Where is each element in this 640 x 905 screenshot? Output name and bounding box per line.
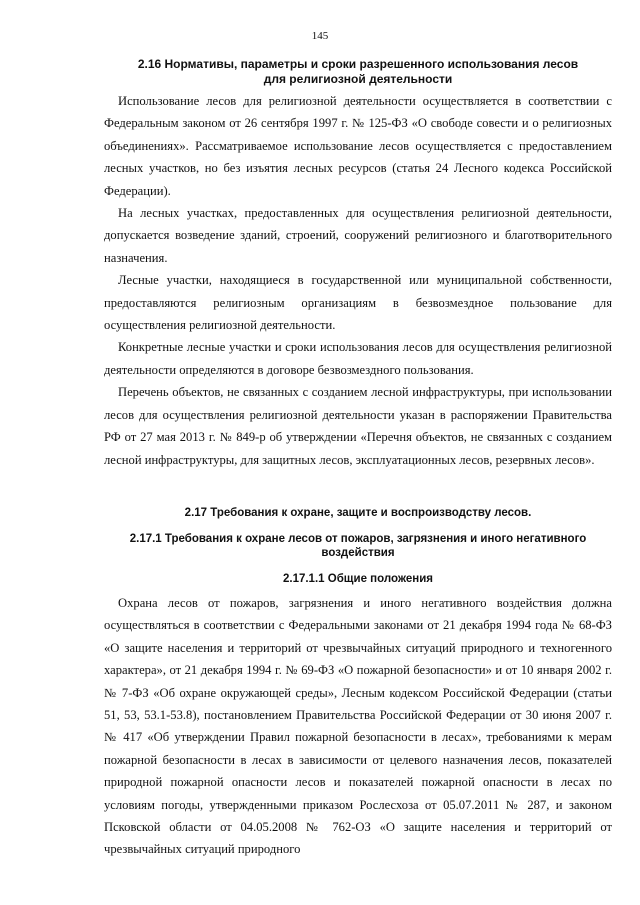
paragraph: Использование лесов для религиозной деятельности осуществляется в соответствии с Федеральным законом от 26 сентября 1997 г. № 125-ФЗ «О свободе совести и о религиозных объединениях». Рассматриваемое использование лесов осуществляется с предоставлением лесных участков, но без изъятия лесных ресурсов (статья 24 Лесного кодекса Российской Федерации). xyxy=(104,94,612,198)
section-2-16-body xyxy=(104,90,612,471)
paragraph: На лесных участках, предоставленных для осуществления религиозной деятельности, допускается возведение зданий, строений, сооружений религиозного и благотворительного назначения. xyxy=(104,206,612,265)
paragraph: Перечень объектов, не связанных с созданием лесной инфраструктуры, при использовании лесов для осуществления религиозной деятельности указан в распоряжении Правительства РФ от 27 мая 2013 г. № 849-р об утверждении «Перечня объектов, не связанных с созданием лесной инфраструктуры, для защитных лесов, эксплуатационных лесов, резервных лесов». xyxy=(104,385,612,467)
paragraph: Охрана лесов от пожаров, загрязнения и иного негативного воздействия должна осуществляться в соответствии с Федеральными законами от 21 декабря 1994 года № 68-ФЗ «О защите населения и территорий от чрезвычайных ситуаций природного и техногенного характера», от 21 декабря 1994 г. № 69-ФЗ «О пожарной безопасности» и от 10 января 2002 г. № 7-ФЗ «Об охране окружающей среды», Лесным кодексом Российской Федерации (статьи 51, 53, 53.1-53.8), постановлением Правительства Российской Федерации от 30 июня 2007 г. № 417 «Об утверждении Правил пожарной безопасности в лесах», требованиями к мерам пожарной безопасности в лесах в зависимости от целевого назначения лесов, показателей природной пожарной опасности лесов и показателей пожарной опасности в лесах по условиям погоды, утвержденными приказом Рослесхоза от 05.07.2011 № 287, и законом Псковской области от 04.05.2008 № 762-ОЗ «О защите населения и территорий от чрезвычайных ситуаций природного xyxy=(104,596,612,857)
paragraph: Лесные участки, находящиеся в государственной или муниципальной собственности, предоставляются религиозным организациям в безвозмездное пользование для осуществления религиозной деятельности. xyxy=(104,273,612,333)
section-2-17-1-1-body xyxy=(104,592,612,861)
section-2-17-title: 2.17 Требования к охране, защите и воспроизводству лесов. xyxy=(184,507,532,519)
section-2-16-title-line2: для религиозной деятельности xyxy=(263,71,453,86)
section-2-17-1-title xyxy=(104,532,612,560)
paragraph: Конкретные лесные участки и сроки использования лесов для осуществления религиозной деятельности определяются в договоре безвозмездного пользования. xyxy=(104,340,612,377)
section-2-16-title xyxy=(104,57,612,86)
section-2-17-1-title-line1: 2.17.1 Требования к охране лесов от пожаров, загрязнения и иного негативного xyxy=(129,533,587,545)
section-2-16-title-line1: 2.16 Нормативы, параметры и сроки разрешенного использования лесов xyxy=(137,57,579,71)
section-2-17-1-title-line2: воздействия xyxy=(321,547,395,559)
section-2-17-1-1-title: 2.17.1.1 Общие положения xyxy=(282,573,433,585)
page-number: 145 xyxy=(311,30,329,42)
